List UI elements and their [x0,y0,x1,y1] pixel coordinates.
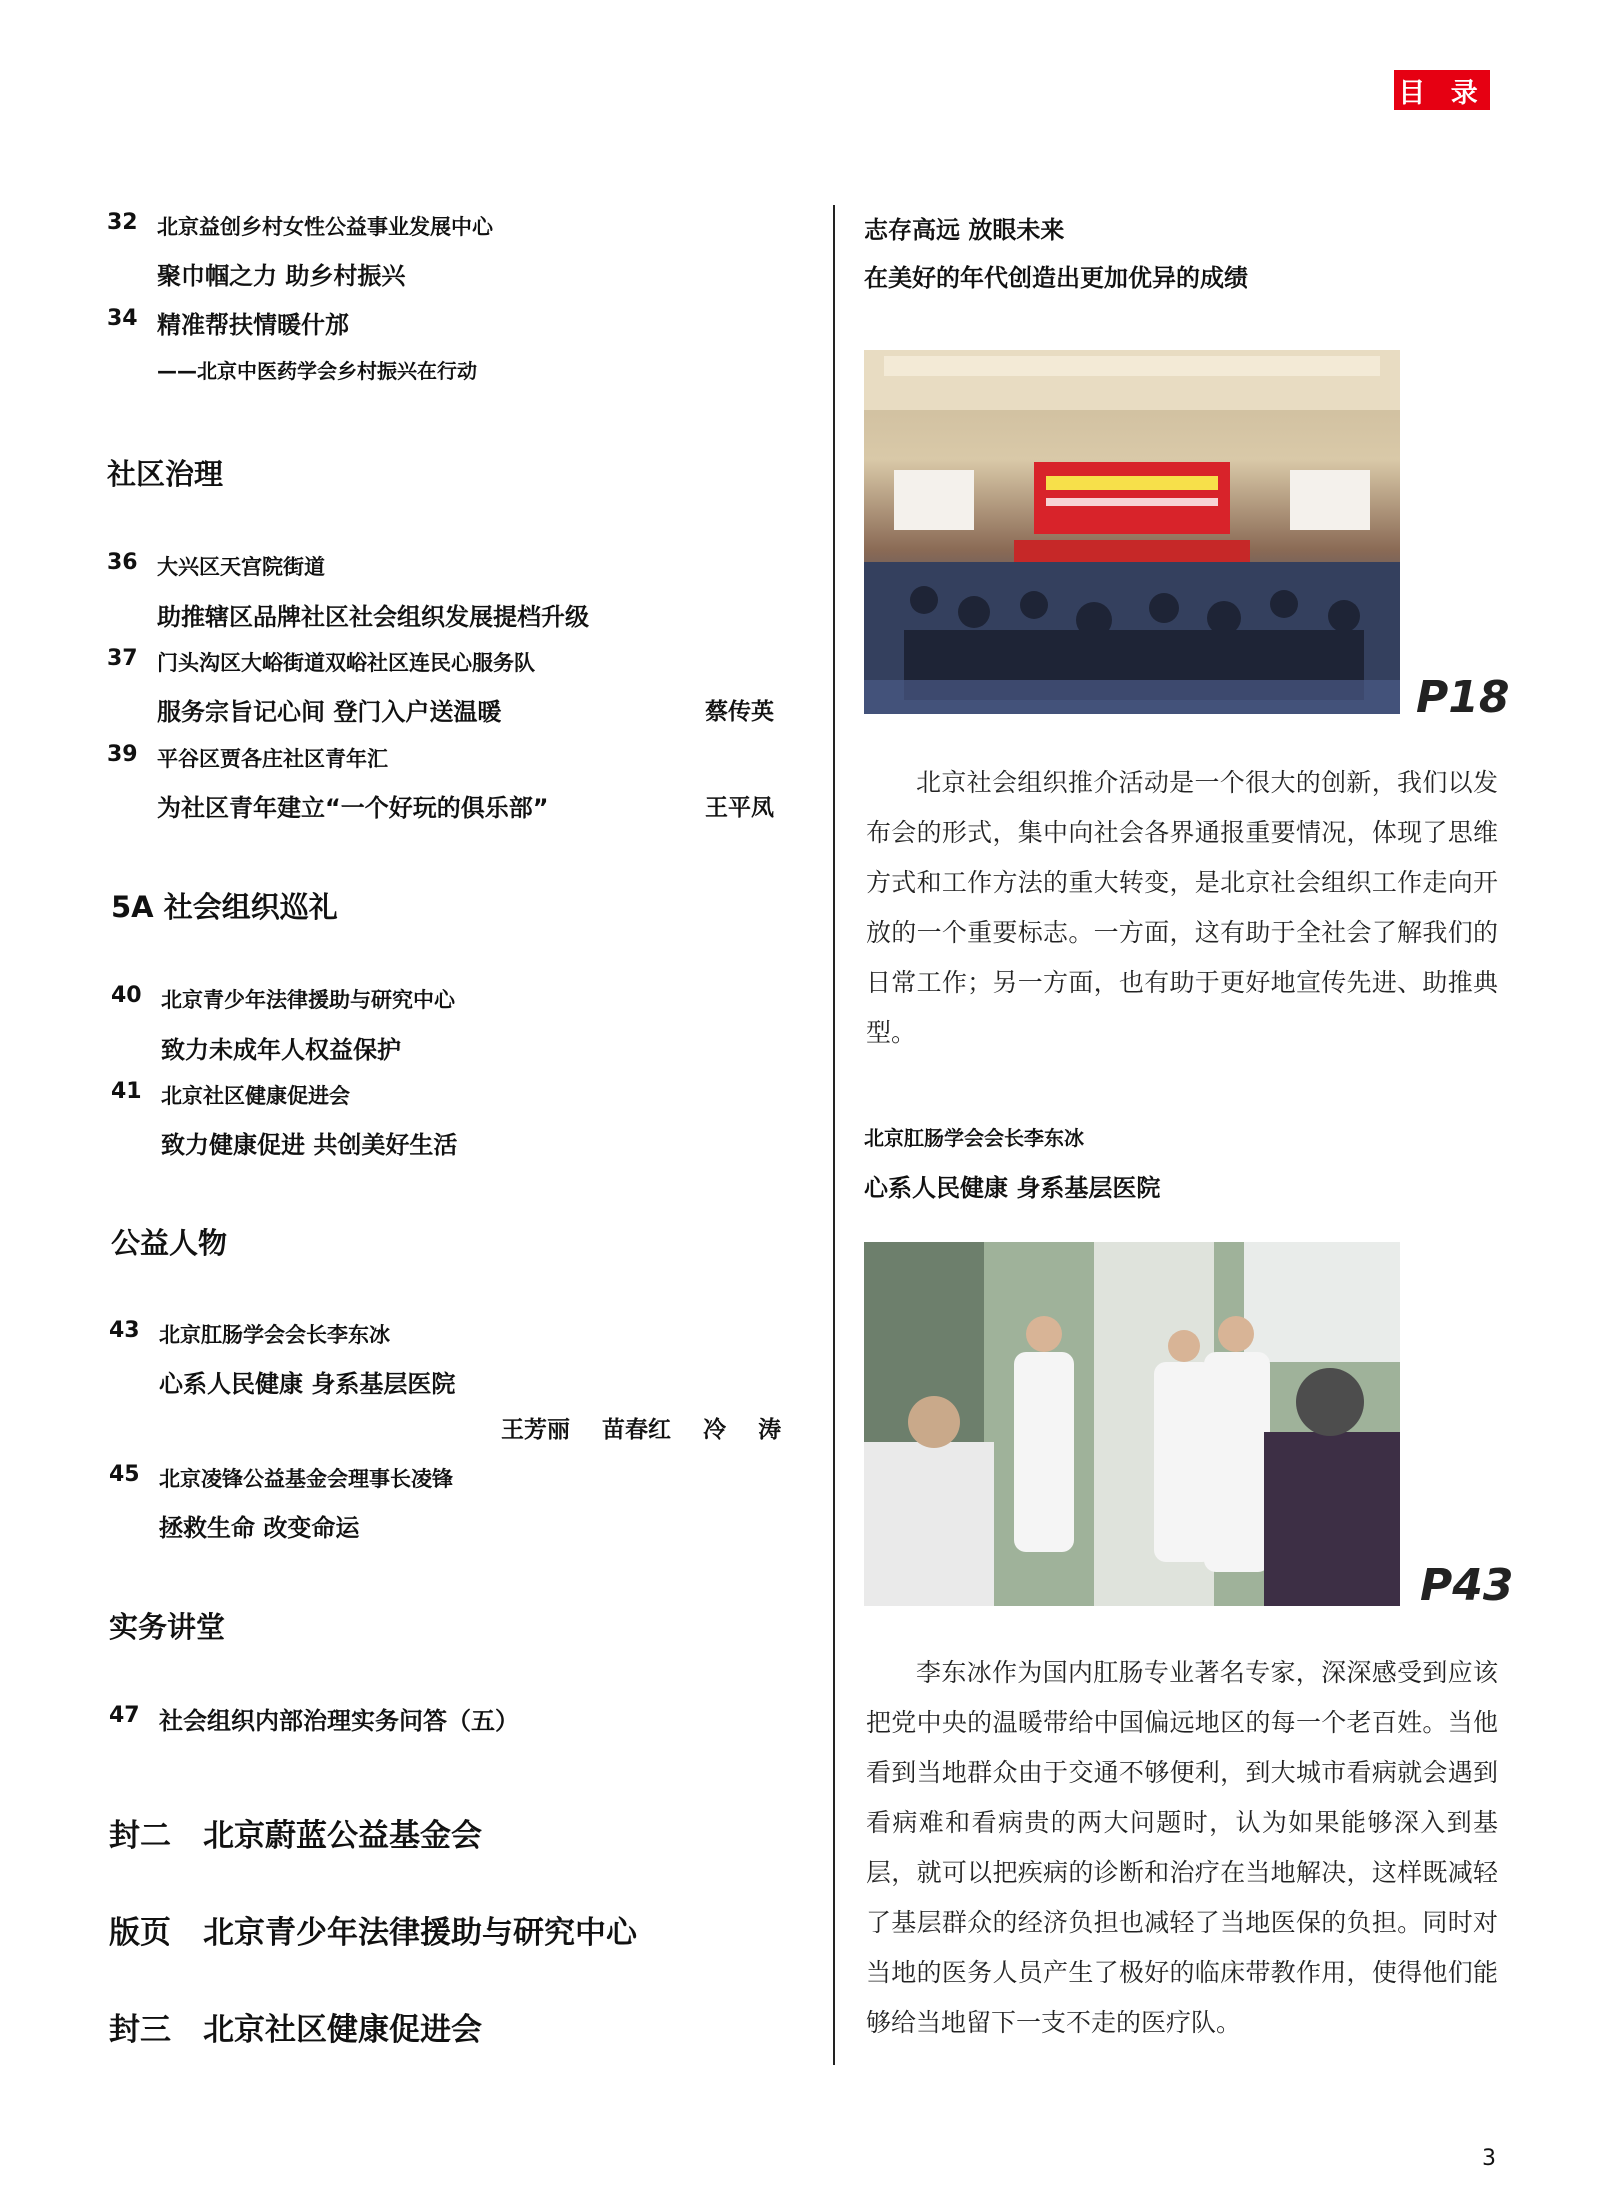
entry-org[interactable]: 北京凌锋公益基金会理事长凌锋 [159,1467,453,1491]
entry-title[interactable]: 为社区青年建立“一个好玩的俱乐部” [157,794,549,822]
feature-paragraph: 北京社会组织推介活动是一个很大的创新，我们以发布会的形式，集中向社会各界通报重要情况，体现了思维方式和工作方法的重大转变，是北京社会组织工作走向开放的一个重要标志。一方面，这有助于全社会了解我们的日常工作；另一方面，也有助于更好地宣传先进、助推典型。 [866,768,1498,1047]
entry-title[interactable]: 社会组织内部治理实务问答（五） [159,1707,519,1735]
entry-number: 34 [107,306,138,331]
entry-author: 王芳丽 苗春红 冷 涛 [501,1417,782,1443]
entry-org[interactable]: 大兴区天宫院街道 [157,555,325,579]
entry-org[interactable]: 北京肛肠学会会长李东冰 [159,1323,390,1347]
cover-name[interactable]: 北京社区健康促进会 [203,2012,482,2048]
entry-number: 41 [111,1079,142,1104]
entry-org[interactable]: 北京青少年法律援助与研究中心 [161,988,455,1012]
entry-title[interactable]: 心系人民健康 身系基层医院 [159,1370,456,1398]
entry-title[interactable]: 服务宗旨记心间 登门入户送温暖 [157,698,502,726]
entry-number: 47 [109,1703,140,1728]
entry-org[interactable]: 门头沟区大峪街道双峪社区连民心服务队 [157,651,535,675]
page-number: 3 [1482,2146,1496,2171]
page-ref-label: P43 [1420,1560,1514,1611]
entry-number: 37 [107,646,138,671]
toc-badge: 目 录 [1394,70,1490,110]
entry-org[interactable]: 北京益创乡村女性公益事业发展中心 [157,215,493,239]
feature-paragraph: 李东冰作为国内肛肠专业著名专家，深深感受到应该把党中央的温暖带给中国偏远地区的每一个老百姓。当他看到当地群众由于交通不够便利，到大城市看病就会遇到看病难和看病贵的两大问题时，认为如果能够深入到基层，就可以把疾病的诊断和治疗在当地解决，这样既减轻了基层群众的经济负担也减轻了当地医保的负担。同时对当地的医务人员产生了极好的临床带教作用，使得他们能够给当地留下一支不走的医疗队。 [866,1658,1498,2037]
entry-author: 王平凤 [705,795,774,821]
entry-number: 36 [107,550,138,575]
entry-title[interactable]: 致力健康促进 共创美好生活 [161,1131,458,1159]
entry-title[interactable]: 致力未成年人权益保护 [161,1036,401,1064]
page-ref-label: P18 [1416,672,1510,723]
entry-number: 43 [109,1318,140,1343]
feature-headline[interactable]: 在美好的年代创造出更加优异的成绩 [864,264,1248,292]
hospital-visit-photo [864,1242,1400,1606]
feature-headline[interactable]: 志存高远 放眼未来 [864,216,1065,244]
cover-name[interactable]: 北京蔚蓝公益基金会 [203,1818,482,1854]
conference-photo [864,350,1400,714]
entry-number: 40 [111,983,142,1008]
section-heading: 5A 社会组织巡礼 [111,890,338,924]
entry-subtitle: ——北京中医药学会乡村振兴在行动 [157,359,477,383]
entry-title[interactable]: 助推辖区品牌社区社会组织发展提档升级 [157,603,589,631]
entry-title[interactable]: 聚巾帼之力 助乡村振兴 [157,262,406,290]
entry-title[interactable]: 拯救生命 改变命运 [159,1514,360,1542]
column-divider [833,205,835,2065]
entry-title[interactable]: 精准帮扶情暖什邡 [157,311,349,339]
entry-org[interactable]: 北京社区健康促进会 [161,1084,350,1108]
cover-label: 封三 [109,2012,171,2048]
feature-headline[interactable]: 心系人民健康 身系基层医院 [864,1174,1161,1202]
cover-name[interactable]: 北京青少年法律援助与研究中心 [203,1915,637,1951]
feature-org[interactable]: 北京肛肠学会会长李东冰 [864,1126,1084,1150]
section-heading: 公益人物 [111,1226,228,1260]
section-heading: 社区治理 [107,457,224,491]
cover-label: 版页 [109,1915,171,1951]
entry-author: 蔡传英 [705,699,774,725]
entry-number: 32 [107,210,138,235]
entry-org[interactable]: 平谷区贾各庄社区青年汇 [157,747,388,771]
entry-number: 39 [107,742,138,767]
section-heading: 实务讲堂 [109,1610,226,1644]
entry-number: 45 [109,1462,140,1487]
cover-label: 封二 [109,1818,171,1854]
